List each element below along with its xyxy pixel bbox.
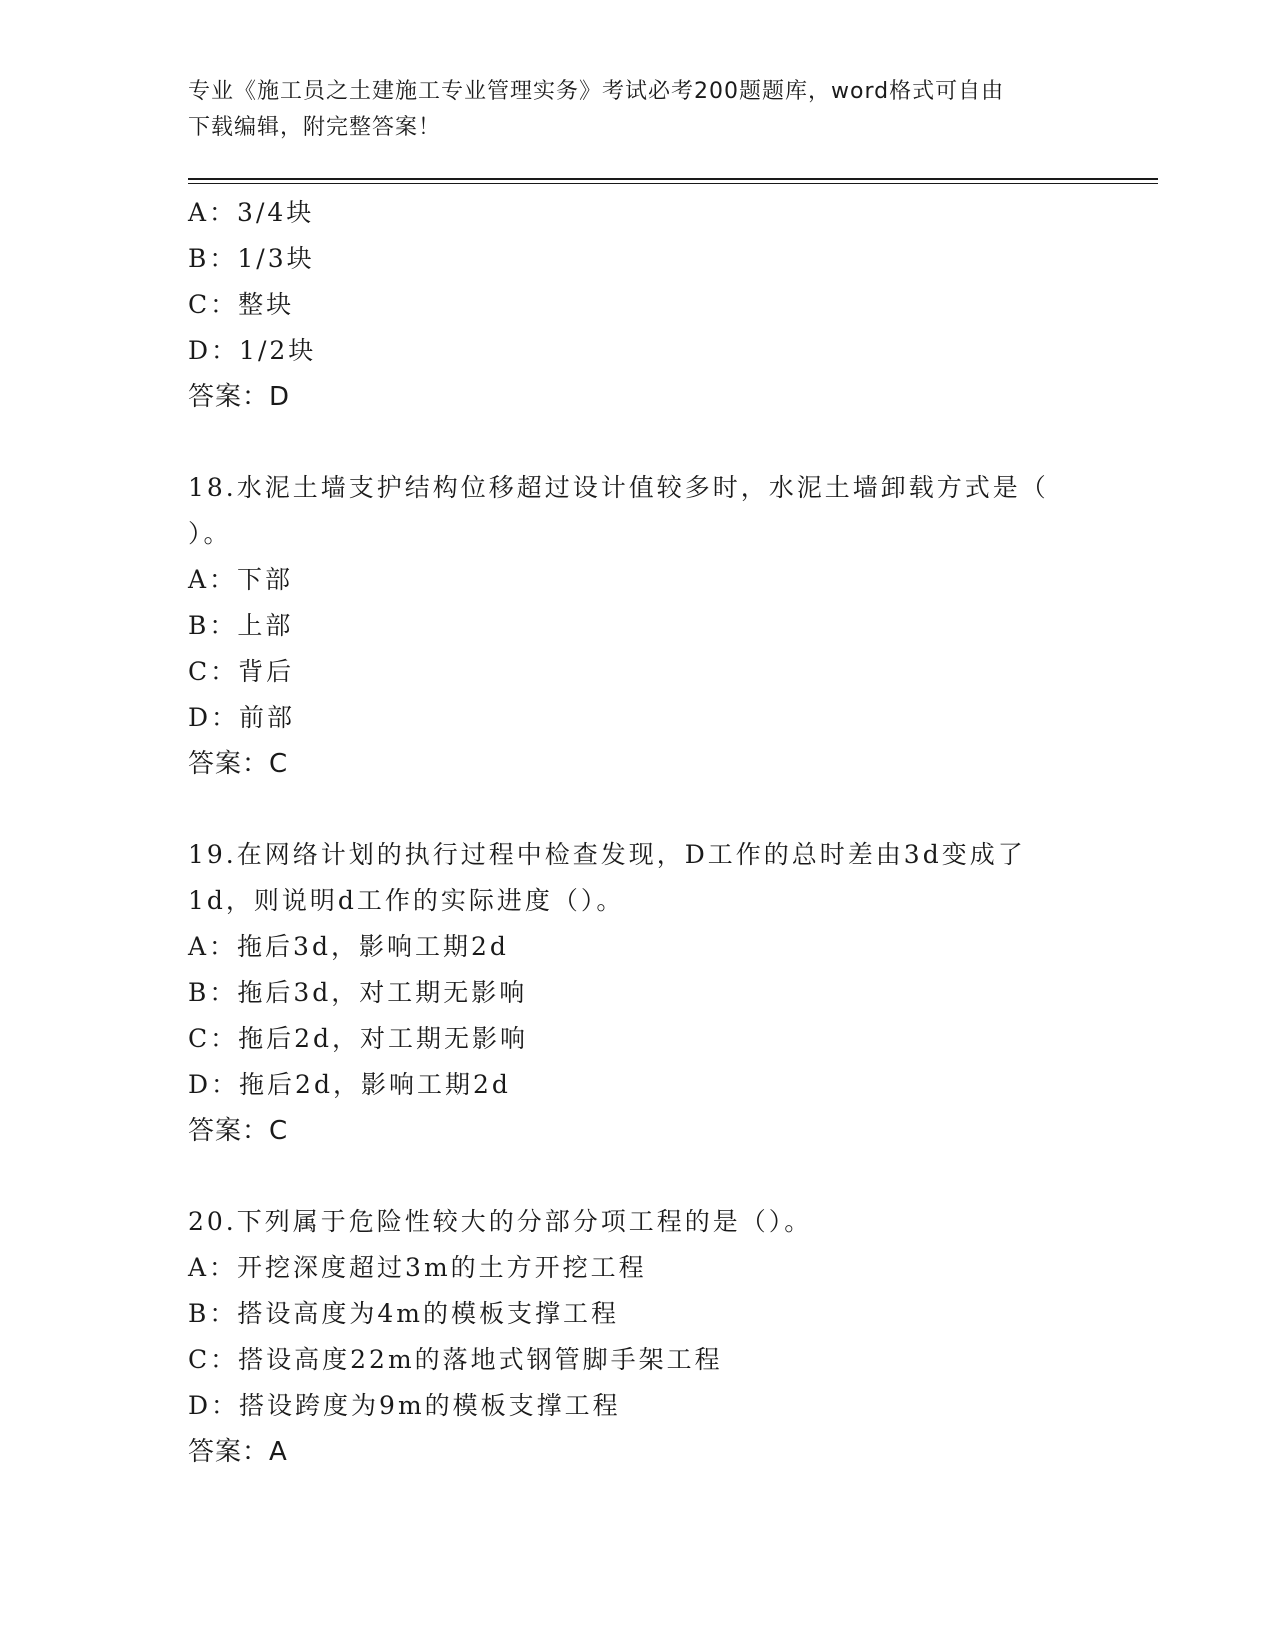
question-19 <box>188 832 1088 1154</box>
header-line-1: 专业《施工员之土建施工专业管理实务》考试必考200题题库，word格式可自由 <box>188 79 1005 104</box>
option-d: D：前部 <box>188 703 296 732</box>
question-stem-line-2: 1d，则说明d工作的实际进度（）。 <box>188 886 625 915</box>
header-divider-thick <box>188 178 1158 180</box>
answer-line: 答案：C <box>188 749 289 779</box>
option-a: A：下部 <box>188 565 294 594</box>
option-c: C：整块 <box>188 290 295 319</box>
document-header <box>188 74 1088 146</box>
answer-line: 答案：D <box>188 382 291 412</box>
option-b: B：上部 <box>188 611 294 640</box>
question-stem-line-2: ）。 <box>188 519 232 548</box>
option-c: C：拖后2d，对工期无影响 <box>188 1024 529 1053</box>
question-stem-line-1: 19.在网络计划的执行过程中检查发现，D工作的总时差由3d变成了 <box>188 840 1026 869</box>
option-b: B：搭设高度为4m的模板支撑工程 <box>188 1299 619 1328</box>
answer-line: 答案：C <box>188 1116 289 1146</box>
option-d: D：1/2块 <box>188 336 317 365</box>
option-c: C：背后 <box>188 657 295 686</box>
question-stem-line-1: 18.水泥土墙支护结构位移超过设计值较多时，水泥土墙卸载方式是（ <box>188 473 1049 502</box>
option-b: B：1/3块 <box>188 244 315 273</box>
question-18 <box>188 465 1088 787</box>
option-b: B：拖后3d，对工期无影响 <box>188 978 528 1007</box>
option-a: A：3/4块 <box>188 198 315 227</box>
answer-line: 答案：A <box>188 1437 288 1467</box>
option-c: C：搭设高度22m的落地式钢管脚手架工程 <box>188 1345 723 1374</box>
header-divider-thin <box>188 183 1158 184</box>
header-line-2: 下载编辑，附完整答案！ <box>188 115 442 140</box>
question-stem-line-1: 20.下列属于危险性较大的分部分项工程的是（）。 <box>188 1207 813 1236</box>
option-d: D：拖后2d，影响工期2d <box>188 1070 511 1099</box>
question-content <box>188 190 1088 1475</box>
option-d: D：搭设跨度为9m的模板支撑工程 <box>188 1391 621 1420</box>
option-a: A：开挖深度超过3m的土方开挖工程 <box>188 1253 647 1282</box>
question-20 <box>188 1199 1088 1475</box>
prev-question-block <box>188 190 1088 420</box>
option-a: A：拖后3d，影响工期2d <box>188 932 509 961</box>
